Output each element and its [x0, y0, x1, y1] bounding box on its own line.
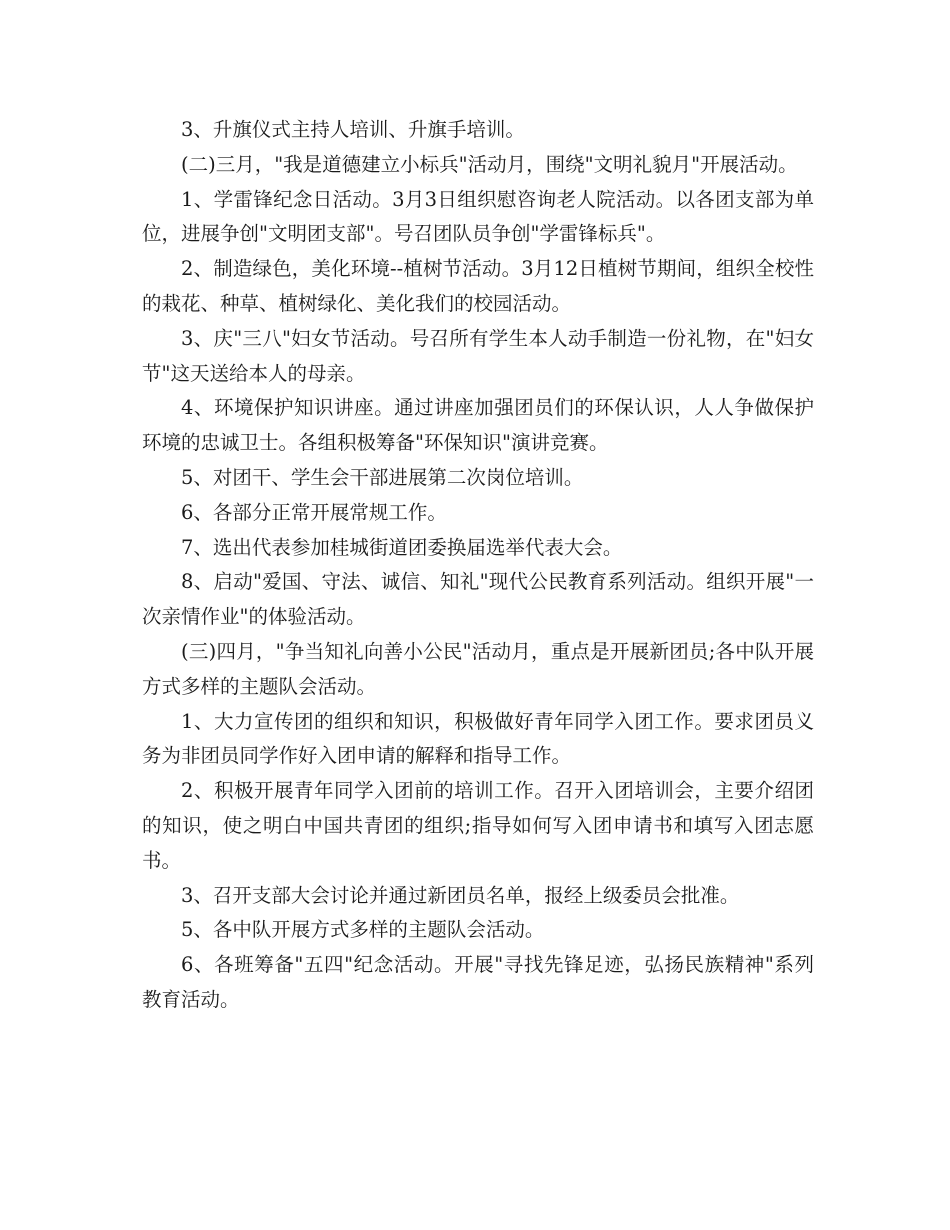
paragraph-march-item-7: 7、选出代表参加桂城街道团委换届选举代表大会。: [181, 535, 623, 559]
paragraph-april-item-5: 5、各中队开展方式多样的主题队会活动。: [181, 918, 545, 942]
paragraph-march-item-6: 6、各部分正常开展常规工作。: [181, 500, 447, 524]
paragraph-april-heading: (三)四月，"争当知礼向善小公民"活动月，重点是开展新团员;各中队开展方式多样的主题队会活动。: [142, 639, 814, 698]
paragraph-april-item-2: 2、积极开展青年同学入团前的培训工作。召开入团培训会，主要介绍团的知识，使之明白中国共青团的组织;指导如何写入团申请书和填写入团志愿书。: [142, 779, 814, 872]
paragraph-march-item-4: 4、环境保护知识讲座。通过讲座加强团员们的环保认识，人人争做保护环境的忠诚卫士。各组积极筹备"环保知识"演讲竞赛。: [142, 396, 814, 455]
paragraph-april-item-6: 6、各班筹备"五四"纪念活动。开展"寻找先锋足迹，弘扬民族精神"系列教育活动。: [142, 953, 814, 1011]
paragraph-march-item-1: 1、学雷锋纪念日活动。3月3日组织慰咨询老人院活动。以各团支部为单位，进展争创"文明团支部"。号召团队员争创"学雷锋标兵"。: [142, 187, 814, 246]
paragraph-march-item-3: 3、庆"三八"妇女节活动。号召所有学生本人动手制造一份礼物，在"妇女节"这天送给本人的母亲。: [142, 326, 814, 385]
paragraph-march-item-5: 5、对团干、学生会干部进展第二次岗位培训。: [181, 465, 584, 489]
document-body: [142, 113, 814, 1018]
paragraph-march-item-8: 8、启动"爱国、守法、诚信、知礼"现代公民教育系列活动。组织开展"一次亲情作业"的体验活动。: [142, 570, 814, 629]
paragraph-training-item-3: 3、升旗仪式主持人培训、升旗手培训。: [181, 118, 525, 141]
paragraph-march-item-2: 2、制造绿色，美化环境--植树节活动。3月12日植树节期间，组织全校性的栽花、种草、植树绿化、美化我们的校园活动。: [142, 257, 814, 315]
paragraph-april-item-3: 3、召开支部大会讨论并通过新团员名单，报经上级委员会批准。: [181, 883, 740, 907]
paragraph-april-item-1: 1、大力宣传团的组织和知识，积极做好青年同学入团工作。要求团员义务为非团员同学作好入团申请的解释和指导工作。: [142, 709, 814, 768]
paragraph-march-heading: (二)三月，"我是道德建立小标兵"活动月，围绕"文明礼貌月"开展活动。: [181, 152, 798, 176]
